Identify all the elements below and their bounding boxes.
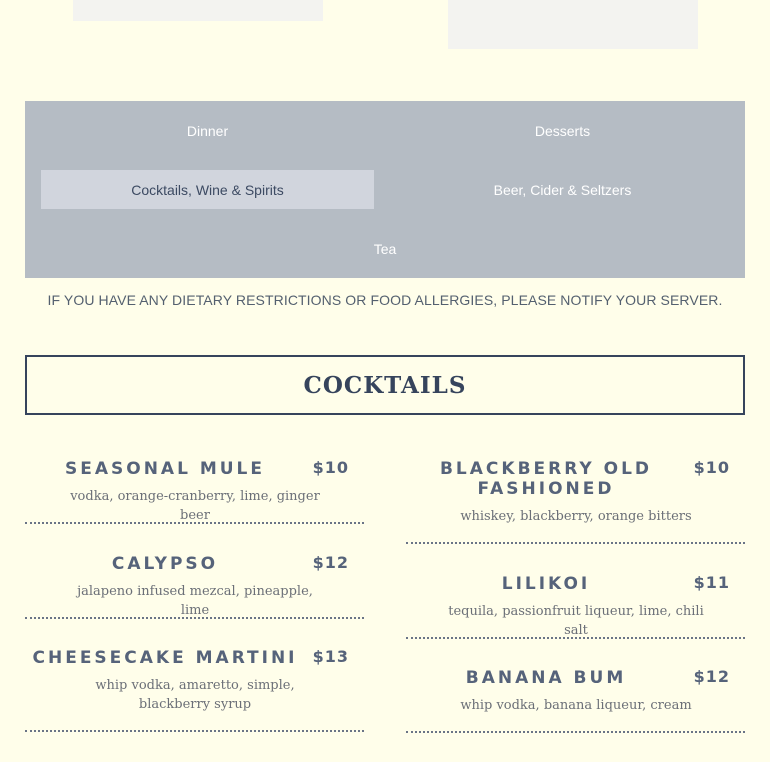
menu-item xyxy=(25,550,364,619)
section-header xyxy=(25,355,745,415)
menu-item xyxy=(406,455,745,544)
menu-category-tabs xyxy=(25,101,745,278)
tab-cocktails-wine-spirits[interactable]: Cocktails, Wine & Spirits xyxy=(41,170,374,209)
image-placeholder-right xyxy=(448,0,698,49)
menu-item xyxy=(25,455,364,524)
menu-item-description: whip vodka, banana liqueur, cream xyxy=(460,698,692,713)
menu-item-name: CHEESECAKE MARTINI xyxy=(32,648,298,668)
menu-item xyxy=(406,570,745,639)
tab-tea[interactable]: Tea xyxy=(373,240,397,257)
menu-item-name: BANANA BUM xyxy=(465,668,627,688)
menu-item-description: tequila, passionfruit liqueur, lime, chili salt xyxy=(448,604,704,638)
menu-item-price: $10 xyxy=(693,458,730,477)
menu-item-price: $12 xyxy=(312,553,349,572)
allergy-notice: IF YOU HAVE ANY DIETARY RESTRICTIONS OR FOOD ALLERGIES, PLEASE NOTIFY YOUR SERVER. xyxy=(47,292,723,308)
menu-item-description: vodka, orange-cranberry, lime, ginger beer xyxy=(70,489,320,523)
menu-item-description: whip vodka, amaretto, simple, blackberry syrup xyxy=(95,678,295,712)
tab-beer-cider-seltzers[interactable]: Beer, Cider & Seltzers xyxy=(493,181,632,198)
tab-desserts[interactable]: Desserts xyxy=(534,122,591,139)
tab-dinner[interactable]: Dinner xyxy=(186,122,229,139)
menu-item-price: $12 xyxy=(693,667,730,686)
menu-item-name: SEASONAL MULE xyxy=(64,459,265,479)
menu-item-price: $13 xyxy=(312,647,349,666)
image-placeholder-left xyxy=(73,0,323,21)
menu-item-description: jalapeno infused mezcal, pineapple, lime xyxy=(77,584,313,618)
menu-item-price: $10 xyxy=(312,458,349,477)
menu-item xyxy=(25,644,364,732)
menu-item-description: whiskey, blackberry, orange bitters xyxy=(460,509,692,524)
menu-item-name: CALYPSO xyxy=(111,554,219,574)
menu-item-name: BLACKBERRY OLD FASHIONED xyxy=(439,459,653,499)
menu-item-price: $11 xyxy=(693,573,730,592)
menu-item xyxy=(406,664,745,733)
menu-item-name: LILIKOI xyxy=(501,574,591,594)
section-title: COCKTAILS xyxy=(303,371,467,399)
